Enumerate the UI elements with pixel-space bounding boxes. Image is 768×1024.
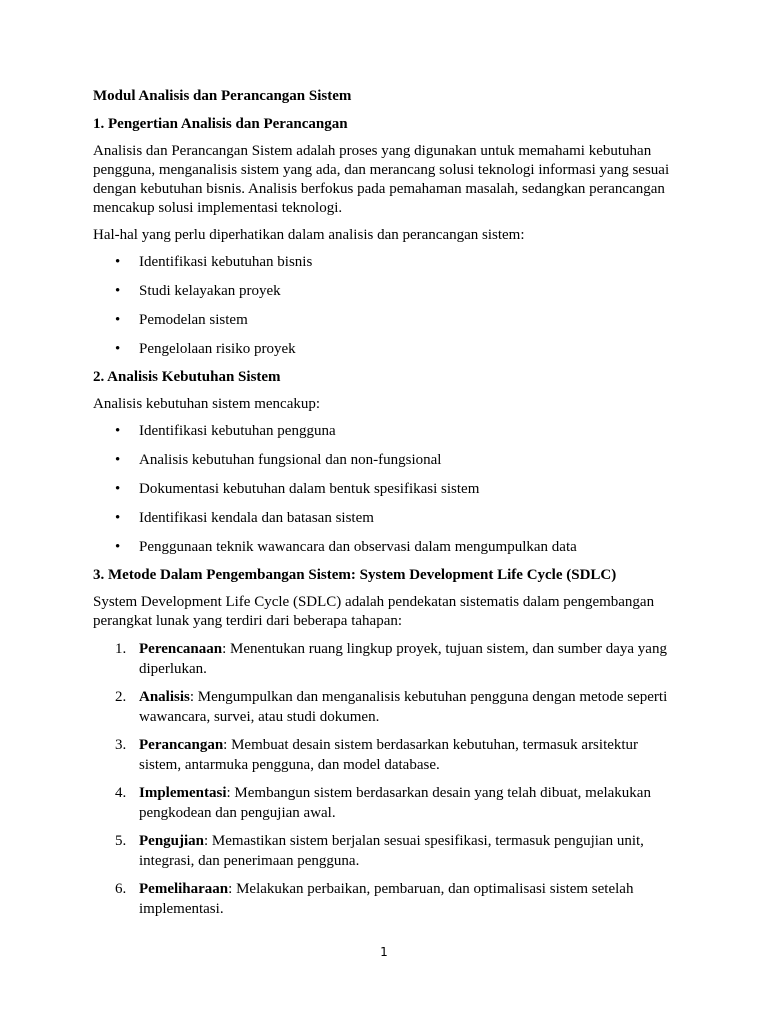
list-item-text: Identifikasi kebutuhan bisnis <box>139 254 313 270</box>
section-1-paragraph: Analisis dan Perancangan Sistem adalah proses yang digunakan untuk memahami kebutuhan pengguna, menganalisis sistem yang ada, dan merancang solusi teknologi informasi yang sesuai dengan kebutuhan bisnis. Analisis berfokus pada pemahaman masalah, sedangkan perancangan mencakup solusi implementasi teknologi. <box>93 143 670 216</box>
step-number: 4. <box>115 785 127 801</box>
bullet-icon: • <box>115 452 121 468</box>
list-item <box>93 509 683 528</box>
step-term: Perencanaan <box>139 641 223 657</box>
step-number: 1. <box>115 641 127 657</box>
sdlc-step <box>93 688 683 727</box>
list-item-text: Pemodelan sistem <box>139 312 248 328</box>
step-number: 6. <box>115 881 127 897</box>
step-term: Analisis <box>139 689 190 705</box>
list-item <box>93 480 683 499</box>
document-page <box>93 86 683 928</box>
section-1-bullet-list <box>93 253 683 359</box>
bullet-icon: • <box>115 283 121 299</box>
section-3-intro: System Development Life Cycle (SDLC) adalah pendekatan sistematis dalam pengembangan perangkat lunak yang terdiri dari beberapa tahapan: <box>93 594 655 629</box>
step-description: : Memastikan sistem berjalan sesuai spesifikasi, termasuk pengujian unit, integrasi, dan penerimaan pengguna. <box>139 833 644 869</box>
section-3-heading: 3. Metode Dalam Pengembangan Sistem: System Development Life Cycle (SDLC) <box>93 567 617 583</box>
list-item-text: Penggunaan teknik wawancara dan observasi dalam mengumpulkan data <box>139 539 577 555</box>
step-term: Perancangan <box>139 737 224 753</box>
step-description: : Menentukan ruang lingkup proyek, tujuan sistem, dan sumber daya yang diperlukan. <box>139 641 667 677</box>
section-1-list-intro: Hal-hal yang perlu diperhatikan dalam analisis dan perancangan sistem: <box>93 227 525 243</box>
bullet-icon: • <box>115 312 121 328</box>
bullet-icon: • <box>115 539 121 555</box>
section-2-bullet-list <box>93 422 683 557</box>
list-item <box>93 340 683 359</box>
list-item <box>93 253 683 272</box>
list-item <box>93 538 683 557</box>
list-item-text: Dokumentasi kebutuhan dalam bentuk spesifikasi sistem <box>139 481 480 497</box>
step-term: Pemeliharaan <box>139 881 229 897</box>
page-number: 1 <box>380 945 388 959</box>
sdlc-step <box>93 736 683 775</box>
sdlc-step <box>93 640 683 679</box>
step-number: 5. <box>115 833 127 849</box>
bullet-icon: • <box>115 481 121 497</box>
sdlc-step <box>93 832 683 871</box>
step-term: Implementasi <box>139 785 227 801</box>
list-item <box>93 311 683 330</box>
bullet-icon: • <box>115 510 121 526</box>
section-2-intro: Analisis kebutuhan sistem mencakup: <box>93 396 321 412</box>
sdlc-step <box>93 784 683 823</box>
list-item-text: Analisis kebutuhan fungsional dan non-fungsional <box>139 452 442 468</box>
step-description: : Membuat desain sistem berdasarkan kebutuhan, termasuk arsitektur sistem, antarmuka pengguna, dan model database. <box>139 737 639 773</box>
step-description: : Mengumpulkan dan menganalisis kebutuhan pengguna dengan metode seperti wawancara, survei, atau studi dokumen. <box>139 689 668 725</box>
step-description: : Melakukan perbaikan, pembaruan, dan optimalisasi sistem setelah implementasi. <box>139 881 634 917</box>
bullet-icon: • <box>115 423 121 439</box>
list-item <box>93 422 683 441</box>
list-item-text: Studi kelayakan proyek <box>139 283 281 299</box>
list-item-text: Pengelolaan risiko proyek <box>139 341 296 357</box>
sdlc-step <box>93 880 683 919</box>
sdlc-steps-list <box>93 640 683 919</box>
list-item <box>93 451 683 470</box>
list-item-text: Identifikasi kebutuhan pengguna <box>139 423 336 439</box>
step-description: : Membangun sistem berdasarkan desain yang telah dibuat, melakukan pengkodean dan pengujian awal. <box>139 785 651 821</box>
list-item <box>93 282 683 301</box>
step-number: 2. <box>115 689 127 705</box>
section-1-heading: 1. Pengertian Analisis dan Perancangan <box>93 116 348 132</box>
bullet-icon: • <box>115 341 121 357</box>
list-item-text: Identifikasi kendala dan batasan sistem <box>139 510 374 526</box>
step-number: 3. <box>115 737 127 753</box>
step-term: Pengujian <box>139 833 205 849</box>
document-title: Modul Analisis dan Perancangan Sistem <box>93 88 352 104</box>
bullet-icon: • <box>115 254 121 270</box>
section-2-heading: 2. Analisis Kebutuhan Sistem <box>93 369 281 385</box>
